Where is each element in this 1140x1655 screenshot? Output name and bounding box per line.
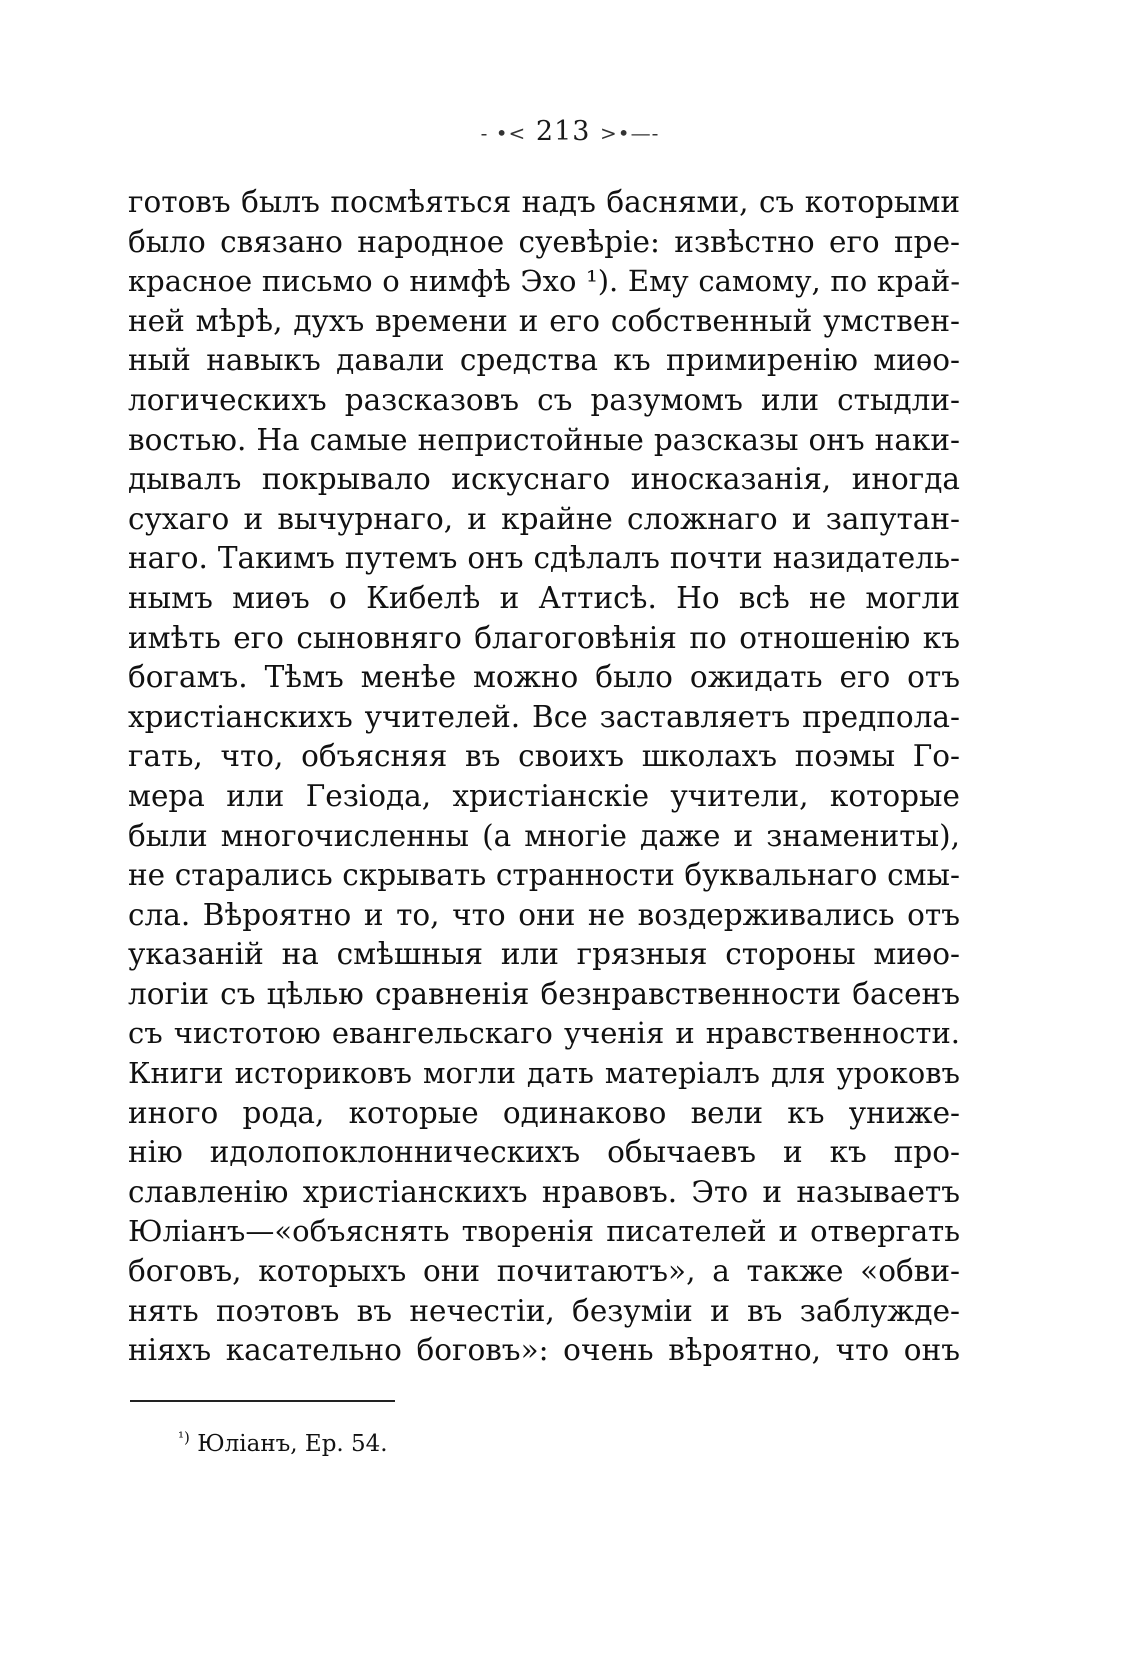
text-line: ный навыкъ давали средства къ примиренію миѳо- [128,343,960,378]
text-line: нымъ миѳъ о Кибелѣ и Аттисѣ. Но всѣ не могли [128,580,960,615]
text-line: славленію христіанскихъ нравовъ. Это и называетъ [128,1174,960,1209]
text-line: готовъ былъ посмѣяться надъ баснями, съ которыми [128,185,960,219]
text-line: не старались скрывать странности буквальнаго смы- [128,858,960,893]
text-line: ніяхъ касательно боговъ»: очень вѣроятно, что онъ [128,1333,960,1368]
page-header [0,116,1140,147]
right-ornament: >•—- [600,121,660,145]
text-line: логическихъ разсказовъ съ разумомъ или стыдли- [128,382,960,417]
text-line: были многочисленны (а многіе даже и знамениты), [128,818,960,853]
left-ornament: - •< [480,121,527,145]
text-line: христіанскихъ учителей. Все заставляетъ предпола- [128,699,960,734]
text-line: указаній на смѣшныя или грязныя стороны миѳо- [128,937,960,972]
text-line: нять поэтовъ въ нечестіи, безуміи и въ заблужде- [128,1293,960,1328]
footnote [178,1428,388,1460]
text-line: дывалъ покрывало искуснаго иносказанія, иногда [128,462,960,497]
text-line: имѣть его сыновняго благоговѣнія по отношенію къ [128,620,960,655]
footnote-divider [130,1400,395,1402]
footnote-mark: ¹) [178,1428,190,1447]
text-line: съ чистотою евангельскаго ученія и нравственности. [128,1016,960,1051]
text-line: боговъ, которыхъ они почитаютъ», а также «обви- [128,1254,960,1289]
text-line: богамъ. Тѣмъ менѣе можно было ожидать его отъ [128,660,960,695]
text-line: наго. Такимъ путемъ онъ сдѣлалъ почти назидатель- [128,541,960,576]
text-line: было связано народное суевѣріе: извѣстно его пре- [128,224,960,259]
text-line: иного рода, которые одинаково вели къ униже- [128,1095,960,1130]
text-line: мера или Гезіода, христіанскіе учители, которые [128,778,960,813]
body-text [128,183,960,1371]
text-line: Книги историковъ могли дать матеріалъ для уроковъ [128,1056,960,1091]
text-line: гать, что, объясняя въ своихъ школахъ поэмы Го- [128,739,960,774]
footnote-text: Юліанъ, Ep. 54. [197,1431,388,1457]
text-line: логіи съ цѣлью сравненія безнравственности басенъ [128,976,960,1011]
text-line: Юліанъ—«объяснять творенія писателей и отвергать [128,1214,960,1249]
text-line: сла. Вѣроятно и то, что они не воздерживались отъ [128,897,960,932]
text-line: сухаго и вычурнаго, и крайне сложнаго и запутан- [128,501,960,536]
page-number: 213 [535,116,591,147]
text-line: ней мѣрѣ, духъ времени и его собственный умствен- [128,303,960,338]
text-line: нію идолопоклонническихъ обычаевъ и къ про- [128,1135,960,1170]
text-line: красное письмо о нимфѣ Эхо ¹). Ему самому, по край- [128,264,960,299]
text-line: востью. На самые непристойные разсказы онъ наки- [128,422,960,457]
